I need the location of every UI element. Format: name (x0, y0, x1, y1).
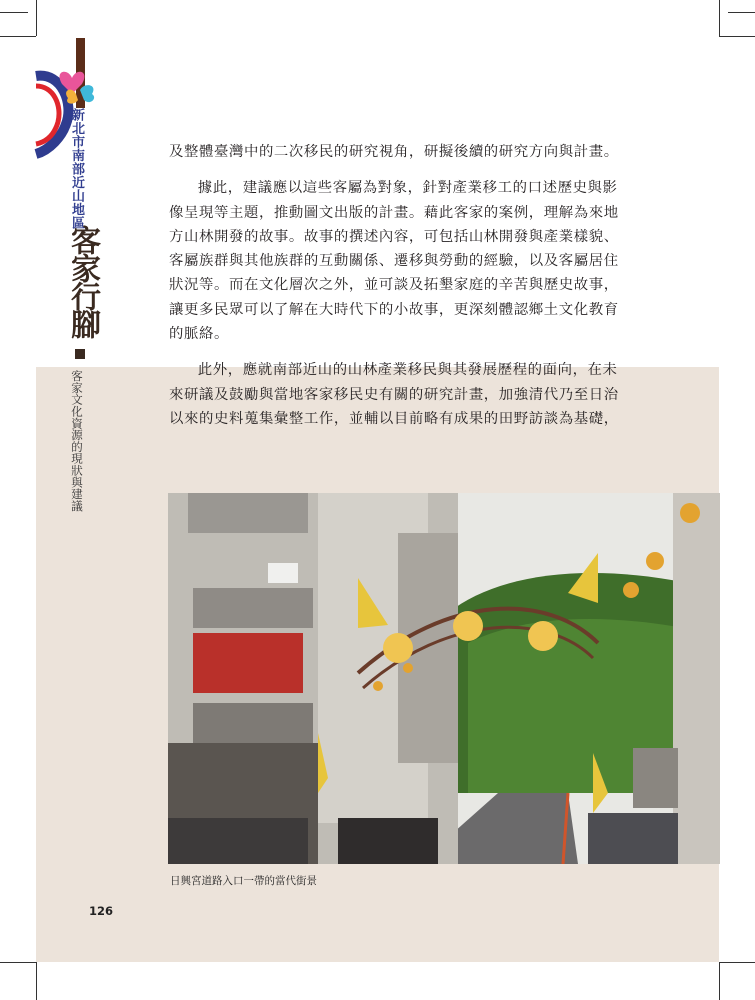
series-title: 新北市南部近山地區 (69, 108, 84, 230)
page-number: 126 (89, 904, 114, 918)
crop-mark (719, 0, 720, 36)
crop-mark (719, 36, 755, 37)
street-scene-image (168, 493, 720, 864)
paragraph: 及整體臺灣中的二次移民的研究視角，研擬後續的研究方向與計畫。 (169, 144, 619, 160)
book-title: 客家行腳 (65, 225, 100, 337)
crop-mark (36, 0, 37, 36)
section-marker (75, 349, 85, 359)
section-title: 客家文化資源的現狀與建議 (70, 370, 84, 512)
street-photo (168, 493, 720, 864)
paragraph: 據此，建議應以這些客屬為對象，針對產業移工的口述歷史與影像呈現等主題，推動圖文出版的計畫。藉此客家的案例，理解為來地方山林開發的故事。故事的撰述內容，可包括山林開發與產業樣貌、客屬族群與其他族群的互動關係、遷移與勞動的經驗，以及客屬居住狀況等。而在文化層次之外，並可談及拓墾家庭的辛苦與歷史故事，讓更多民眾可以了解在大時代下的小故事，更深刻體認鄉土文化教育的脈絡。 (169, 180, 619, 343)
paragraph: 此外，應就南部近山的山林產業移民與其發展歷程的面向，在未來研議及鼓勵與當地客家移民史有關的研究計畫，加強清代乃至日治以來的史料蒐集彙整工作，並輔以目前略有成果的田野訪談為基礎， (169, 362, 619, 427)
crop-mark (0, 962, 36, 963)
crop-mark (0, 36, 36, 37)
crop-mark (719, 962, 755, 963)
hakka-logo-icon (32, 64, 100, 160)
body-text (169, 140, 631, 443)
figure-caption: 日興宮道路入口一帶的當代街景 (170, 875, 317, 887)
crop-mark (719, 962, 720, 1000)
crop-mark (0, 12, 28, 13)
crop-mark (728, 12, 755, 13)
crop-mark (36, 962, 37, 1000)
